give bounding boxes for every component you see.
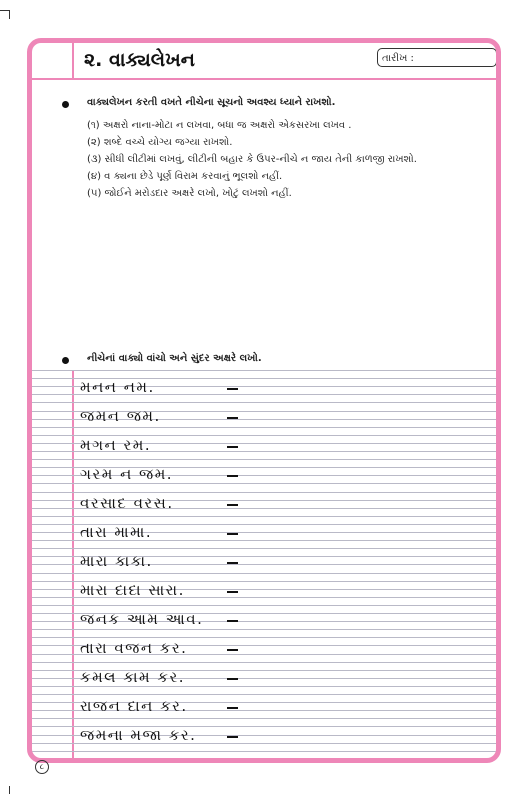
sentence-text: મગન રમ. — [80, 436, 152, 454]
ruled-line — [32, 516, 496, 517]
sentence-row — [80, 664, 460, 688]
ruled-line — [32, 662, 496, 663]
page-title: ૨. વાક્યલેખન — [84, 49, 195, 71]
answer-dash[interactable] — [227, 649, 238, 651]
bullet-icon — [62, 101, 69, 108]
answer-dash[interactable] — [227, 562, 238, 564]
ruled-line — [32, 718, 496, 719]
answer-dash[interactable] — [227, 533, 238, 535]
rules-list — [87, 117, 417, 202]
instructions-heading: વાક્યલેખન કરતી વખતે નીચેના સૂચનો અવશ્ય ધ્યાને રાખશો. — [87, 97, 336, 108]
ruled-line — [32, 573, 496, 574]
answer-dash[interactable] — [227, 620, 238, 622]
sentence-text: તારા વજન કર. — [80, 639, 188, 657]
sentence-row — [80, 519, 460, 543]
sentence-text: જમન જમ. — [80, 407, 161, 425]
exercise-heading: નીચેનાં વાક્યો વાંચો અને સુંદર અક્ષરે લખો. — [87, 353, 262, 364]
rule-item: (૧) અક્ષરો નાના-મોટા ન લખવા, બધા જ અક્ષરો એકસરખા લખવ . — [87, 120, 352, 131]
sentence-text: રાજન દાન કર. — [80, 697, 188, 715]
date-field[interactable]: તારીખ : — [377, 48, 497, 67]
sentence-row — [80, 722, 460, 746]
sentence-text: વરસાદ વરસ. — [80, 494, 174, 512]
answer-dash[interactable] — [227, 446, 238, 448]
answer-dash[interactable] — [227, 417, 238, 419]
ruled-line — [32, 751, 496, 752]
ruled-line — [32, 459, 496, 460]
rule-item: (૨) શબ્દે વચ્ચે યોગ્ય જગ્યા રાખશો. — [87, 137, 233, 148]
sentence-row — [80, 432, 460, 456]
answer-dash[interactable] — [227, 388, 238, 390]
answer-dash[interactable] — [227, 736, 238, 738]
answer-dash[interactable] — [227, 678, 238, 680]
answer-dash[interactable] — [227, 475, 238, 477]
answer-dash[interactable] — [227, 504, 238, 506]
sentence-text: તારા મામા. — [80, 523, 153, 541]
sentence-text: ગરમ ન જમ. — [80, 465, 174, 483]
sentence-row — [80, 490, 460, 514]
sentence-text: જમના મજા કર. — [80, 726, 197, 744]
answer-dash[interactable] — [227, 591, 238, 593]
crop-mark-bottom-left — [0, 786, 10, 794]
ruled-line — [32, 370, 496, 371]
rule-item: (૫) જોઈને મરોડદાર અક્ષરે લખો, ખોટું લખશો નહીં. — [87, 188, 292, 199]
answer-dash[interactable] — [227, 707, 238, 709]
writing-area[interactable] — [32, 370, 496, 758]
sentence-row — [80, 635, 460, 659]
bullet-icon — [62, 357, 69, 364]
sentence-text: મનન નમ. — [80, 378, 155, 396]
sentence-row — [80, 606, 460, 630]
sentence-text: જનક આમ આવ. — [80, 610, 204, 628]
sentence-row — [80, 693, 460, 717]
sentence-row — [80, 403, 460, 427]
sentence-row — [80, 577, 460, 601]
sentence-row — [80, 548, 460, 572]
sentence-text: મારા દાદા સારા. — [80, 581, 185, 599]
margin-line-top — [72, 43, 74, 80]
rule-item: (૪) વ ક્યના છેડે પૂર્ણ વિરામ કરવાનું ભૂલશો નહીં. — [87, 171, 283, 182]
title-rule — [32, 78, 496, 80]
sentence-row — [80, 461, 460, 485]
ruled-line — [32, 759, 496, 760]
sentence-text: કમલ કામ કર. — [80, 668, 186, 686]
page-number: ૮ — [35, 760, 49, 774]
sentence-text: મારા કાકા. — [80, 552, 153, 570]
crop-mark-top-left — [0, 10, 10, 19]
rule-item: (૩) સીધી લીટીમાં લખવું, લીટીની બહાર કે ઉપર-નીચે ન જાય તેની કાળજી રાખશો. — [87, 154, 417, 165]
sentence-row — [80, 374, 460, 398]
worksheet-frame — [27, 38, 501, 763]
